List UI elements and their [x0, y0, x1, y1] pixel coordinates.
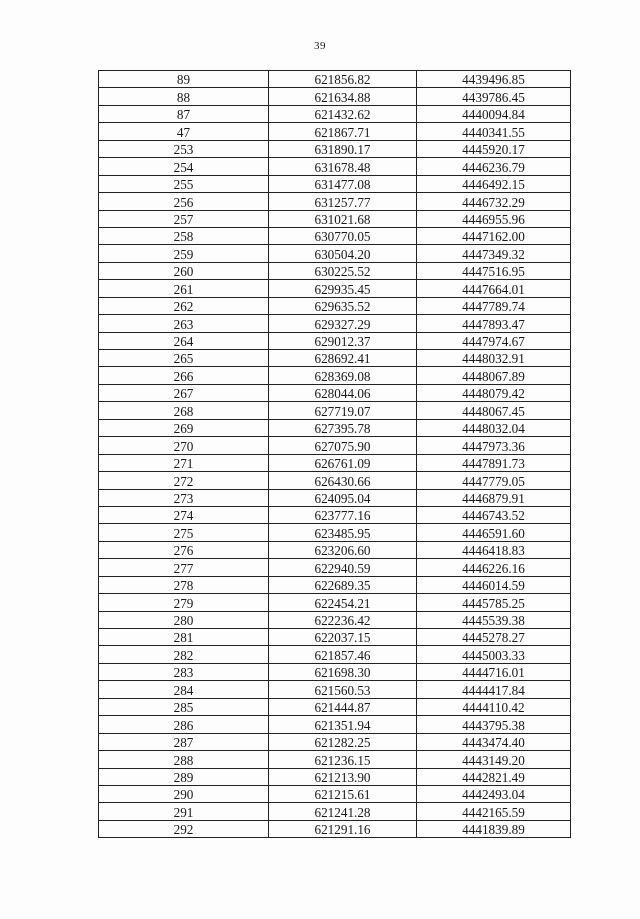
y-coordinate-cell: 4445003.33: [417, 646, 571, 663]
point-number-cell: 260: [99, 262, 269, 279]
point-number-cell: 281: [99, 629, 269, 646]
x-coordinate-cell: 627075.90: [269, 437, 417, 454]
point-number-cell: 256: [99, 193, 269, 210]
y-coordinate-cell: 4446492.15: [417, 175, 571, 192]
point-number-cell: 290: [99, 785, 269, 802]
x-coordinate-cell: 624095.04: [269, 489, 417, 506]
y-coordinate-cell: 4447162.00: [417, 227, 571, 244]
table-row: [99, 524, 571, 541]
point-number-cell: 264: [99, 332, 269, 349]
table-row: [99, 297, 571, 314]
table-row: [99, 158, 571, 175]
point-number-cell: 261: [99, 280, 269, 297]
point-number-cell: 257: [99, 210, 269, 227]
y-coordinate-cell: 4445278.27: [417, 629, 571, 646]
table-row: [99, 454, 571, 471]
x-coordinate-cell: 621634.88: [269, 88, 417, 105]
x-coordinate-cell: 629327.29: [269, 315, 417, 332]
table-row: [99, 140, 571, 157]
point-number-cell: 283: [99, 663, 269, 680]
table-row: [99, 367, 571, 384]
table-row: [99, 559, 571, 576]
point-number-cell: 287: [99, 733, 269, 750]
y-coordinate-cell: 4446591.60: [417, 524, 571, 541]
x-coordinate-cell: 631021.68: [269, 210, 417, 227]
page-number: 39: [314, 40, 326, 52]
table-row: [99, 419, 571, 436]
point-number-cell: 267: [99, 384, 269, 401]
table-row: [99, 785, 571, 802]
point-number-cell: 284: [99, 681, 269, 698]
y-coordinate-cell: 4447516.95: [417, 262, 571, 279]
x-coordinate-cell: 629012.37: [269, 332, 417, 349]
x-coordinate-cell: 621444.87: [269, 698, 417, 715]
y-coordinate-cell: 4448067.45: [417, 402, 571, 419]
y-coordinate-cell: 4447779.05: [417, 472, 571, 489]
y-coordinate-cell: 4445920.17: [417, 140, 571, 157]
point-number-cell: 47: [99, 123, 269, 140]
x-coordinate-cell: 630504.20: [269, 245, 417, 262]
point-number-cell: 288: [99, 751, 269, 768]
table-row: [99, 541, 571, 558]
y-coordinate-cell: 4440341.55: [417, 123, 571, 140]
y-coordinate-cell: 4446879.91: [417, 489, 571, 506]
table-row: [99, 262, 571, 279]
y-coordinate-cell: 4442821.49: [417, 768, 571, 785]
y-coordinate-cell: 4441839.89: [417, 820, 571, 837]
point-number-cell: 88: [99, 88, 269, 105]
y-coordinate-cell: 4446743.52: [417, 506, 571, 523]
point-number-cell: 289: [99, 768, 269, 785]
coordinates-table-body: [99, 71, 571, 838]
x-coordinate-cell: 621867.71: [269, 123, 417, 140]
x-coordinate-cell: 631257.77: [269, 193, 417, 210]
x-coordinate-cell: 627719.07: [269, 402, 417, 419]
table-row: [99, 315, 571, 332]
table-row: [99, 402, 571, 419]
x-coordinate-cell: 629935.45: [269, 280, 417, 297]
x-coordinate-cell: 621560.53: [269, 681, 417, 698]
point-number-cell: 276: [99, 541, 269, 558]
y-coordinate-cell: 4439496.85: [417, 71, 571, 88]
x-coordinate-cell: 622037.15: [269, 629, 417, 646]
y-coordinate-cell: 4448067.89: [417, 367, 571, 384]
point-number-cell: 253: [99, 140, 269, 157]
point-number-cell: 254: [99, 158, 269, 175]
point-number-cell: 291: [99, 803, 269, 820]
point-number-cell: 282: [99, 646, 269, 663]
point-number-cell: 259: [99, 245, 269, 262]
x-coordinate-cell: 621432.62: [269, 105, 417, 122]
table-row: [99, 350, 571, 367]
x-coordinate-cell: 622454.21: [269, 594, 417, 611]
x-coordinate-cell: 631477.08: [269, 175, 417, 192]
table-row: [99, 576, 571, 593]
table-row: [99, 88, 571, 105]
table-row: [99, 646, 571, 663]
table-row: [99, 820, 571, 837]
table-row: [99, 437, 571, 454]
x-coordinate-cell: 626761.09: [269, 454, 417, 471]
table-row: [99, 803, 571, 820]
y-coordinate-cell: 4448032.04: [417, 419, 571, 436]
point-number-cell: 272: [99, 472, 269, 489]
y-coordinate-cell: 4447974.67: [417, 332, 571, 349]
table-row: [99, 489, 571, 506]
x-coordinate-cell: 621241.28: [269, 803, 417, 820]
table-row: [99, 663, 571, 680]
table-row: [99, 175, 571, 192]
table-row: [99, 71, 571, 88]
point-number-cell: 279: [99, 594, 269, 611]
x-coordinate-cell: 623777.16: [269, 506, 417, 523]
y-coordinate-cell: 4446014.59: [417, 576, 571, 593]
y-coordinate-cell: 4447349.32: [417, 245, 571, 262]
point-number-cell: 275: [99, 524, 269, 541]
y-coordinate-cell: 4448079.42: [417, 384, 571, 401]
point-number-cell: 277: [99, 559, 269, 576]
point-number-cell: 263: [99, 315, 269, 332]
table-row: [99, 629, 571, 646]
point-number-cell: 285: [99, 698, 269, 715]
point-number-cell: 266: [99, 367, 269, 384]
point-number-cell: 265: [99, 350, 269, 367]
x-coordinate-cell: 628369.08: [269, 367, 417, 384]
y-coordinate-cell: 4440094.84: [417, 105, 571, 122]
y-coordinate-cell: 4446418.83: [417, 541, 571, 558]
x-coordinate-cell: 622236.42: [269, 611, 417, 628]
point-number-cell: 271: [99, 454, 269, 471]
point-number-cell: 255: [99, 175, 269, 192]
table-row: [99, 751, 571, 768]
x-coordinate-cell: 621291.16: [269, 820, 417, 837]
point-number-cell: 292: [99, 820, 269, 837]
x-coordinate-cell: 626430.66: [269, 472, 417, 489]
y-coordinate-cell: 4446236.79: [417, 158, 571, 175]
x-coordinate-cell: 628044.06: [269, 384, 417, 401]
y-coordinate-cell: 4446226.16: [417, 559, 571, 576]
point-number-cell: 278: [99, 576, 269, 593]
y-coordinate-cell: 4443149.20: [417, 751, 571, 768]
point-number-cell: 268: [99, 402, 269, 419]
x-coordinate-cell: 621698.30: [269, 663, 417, 680]
table-row: [99, 716, 571, 733]
y-coordinate-cell: 4447789.74: [417, 297, 571, 314]
table-row: [99, 698, 571, 715]
y-coordinate-cell: 4444417.84: [417, 681, 571, 698]
table-row: [99, 332, 571, 349]
point-number-cell: 273: [99, 489, 269, 506]
table-row: [99, 768, 571, 785]
x-coordinate-cell: 621213.90: [269, 768, 417, 785]
x-coordinate-cell: 623485.95: [269, 524, 417, 541]
x-coordinate-cell: 621857.46: [269, 646, 417, 663]
table-row: [99, 506, 571, 523]
table-row: [99, 210, 571, 227]
table-row: [99, 733, 571, 750]
table-row: [99, 123, 571, 140]
table-row: [99, 681, 571, 698]
table-row: [99, 245, 571, 262]
y-coordinate-cell: 4447664.01: [417, 280, 571, 297]
y-coordinate-cell: 4439786.45: [417, 88, 571, 105]
y-coordinate-cell: 4444716.01: [417, 663, 571, 680]
point-number-cell: 286: [99, 716, 269, 733]
y-coordinate-cell: 4442165.59: [417, 803, 571, 820]
table-row: [99, 611, 571, 628]
x-coordinate-cell: 628692.41: [269, 350, 417, 367]
y-coordinate-cell: 4442493.04: [417, 785, 571, 802]
point-number-cell: 280: [99, 611, 269, 628]
x-coordinate-cell: 630770.05: [269, 227, 417, 244]
point-number-cell: 270: [99, 437, 269, 454]
x-coordinate-cell: 621282.25: [269, 733, 417, 750]
y-coordinate-cell: 4447891.73: [417, 454, 571, 471]
y-coordinate-cell: 4445539.38: [417, 611, 571, 628]
table-row: [99, 472, 571, 489]
x-coordinate-cell: 627395.78: [269, 419, 417, 436]
x-coordinate-cell: 629635.52: [269, 297, 417, 314]
point-number-cell: 87: [99, 105, 269, 122]
y-coordinate-cell: 4444110.42: [417, 698, 571, 715]
point-number-cell: 269: [99, 419, 269, 436]
table-row: [99, 105, 571, 122]
y-coordinate-cell: 4447893.47: [417, 315, 571, 332]
x-coordinate-cell: 631678.48: [269, 158, 417, 175]
y-coordinate-cell: 4446732.29: [417, 193, 571, 210]
y-coordinate-cell: 4446955.96: [417, 210, 571, 227]
table-row: [99, 594, 571, 611]
table-row: [99, 227, 571, 244]
x-coordinate-cell: 631890.17: [269, 140, 417, 157]
x-coordinate-cell: 630225.52: [269, 262, 417, 279]
x-coordinate-cell: 622940.59: [269, 559, 417, 576]
coordinates-table: [98, 70, 571, 838]
table-row: [99, 384, 571, 401]
y-coordinate-cell: 4443795.38: [417, 716, 571, 733]
point-number-cell: 258: [99, 227, 269, 244]
x-coordinate-cell: 621236.15: [269, 751, 417, 768]
y-coordinate-cell: 4447973.36: [417, 437, 571, 454]
point-number-cell: 262: [99, 297, 269, 314]
table-row: [99, 280, 571, 297]
y-coordinate-cell: 4448032.91: [417, 350, 571, 367]
x-coordinate-cell: 621856.82: [269, 71, 417, 88]
point-number-cell: 274: [99, 506, 269, 523]
x-coordinate-cell: 622689.35: [269, 576, 417, 593]
table-row: [99, 193, 571, 210]
x-coordinate-cell: 621351.94: [269, 716, 417, 733]
x-coordinate-cell: 623206.60: [269, 541, 417, 558]
point-number-cell: 89: [99, 71, 269, 88]
x-coordinate-cell: 621215.61: [269, 785, 417, 802]
y-coordinate-cell: 4445785.25: [417, 594, 571, 611]
y-coordinate-cell: 4443474.40: [417, 733, 571, 750]
